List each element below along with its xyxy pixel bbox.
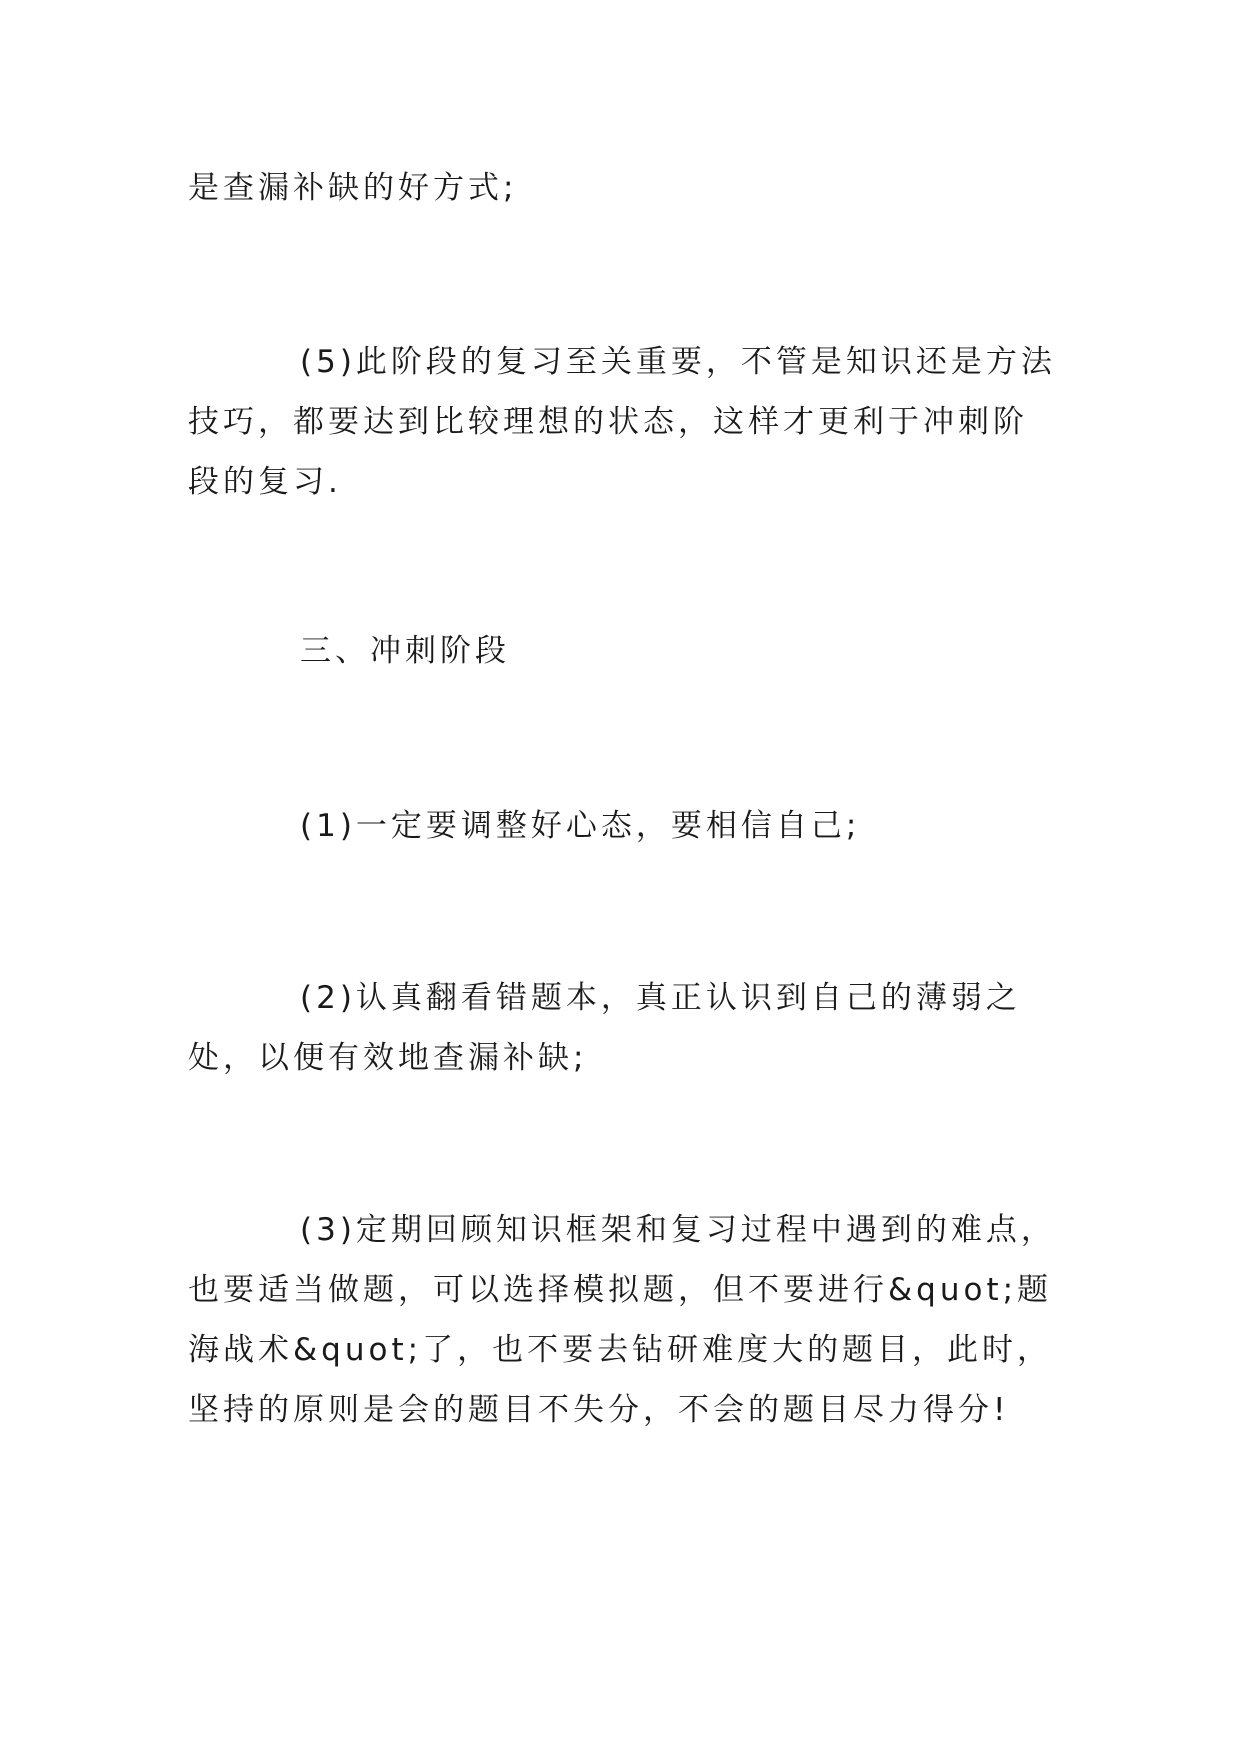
paragraph-item-3: (3)定期回顾知识框架和复习过程中遇到的难点，也要适当做题，可以选择模拟题，但不要进行&quot;题海战术&quot;了，也不要去钻研难度大的题目，此时，坚持的原则是会的题目不失分，不会的题目尽力得分! xyxy=(188,1212,1056,1428)
section-heading-sprint-stage: 三、冲刺阶段 xyxy=(300,633,510,669)
paragraph-item-5: (5)此阶段的复习至关重要，不管是知识还是方法技巧，都要达到比较理想的状态，这样才更利于冲刺阶段的复习. xyxy=(188,344,1056,500)
paragraph-continuation: 是查漏补缺的好方式; xyxy=(188,170,518,206)
paragraph-item-1: (1)一定要调整好心态，要相信自己; xyxy=(300,808,861,844)
paragraph-item-2: (2)认真翻看错题本，真正认识到自己的薄弱之处，以便有效地查漏补缺; xyxy=(188,980,1021,1076)
